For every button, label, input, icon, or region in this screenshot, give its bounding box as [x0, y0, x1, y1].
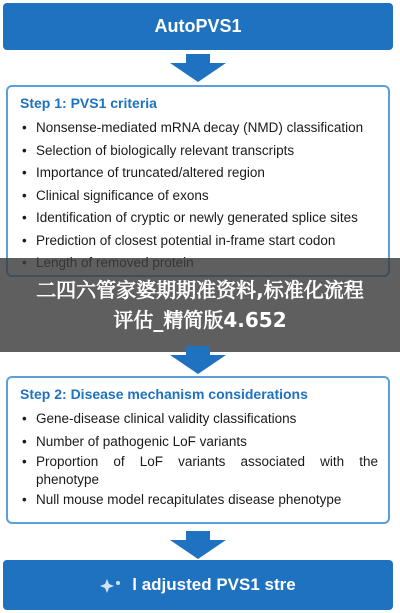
down-arrow-icon: [170, 346, 226, 374]
down-arrow-icon: [170, 54, 226, 82]
list-item: [20, 453, 378, 489]
sparkle-icon: [100, 578, 122, 592]
overlay-text: 二四六管家婆期期准资料,标准化流程评估_精简版4.652: [36, 278, 364, 332]
list-item-line: Proportion of LoF variants associated with the: [36, 454, 378, 469]
list-item: • Clinical significance of exons: [20, 185, 378, 208]
step2-box: [6, 376, 390, 524]
autopvs1-header: [3, 3, 393, 50]
step2-title: Step 2: Disease mechanism considerations: [20, 386, 308, 402]
watermark-overlay: [0, 258, 400, 352]
list-item: • Identification of cryptic or newly generated splice sites: [20, 207, 378, 230]
adjusted-pvs1-strength-box: [3, 560, 393, 610]
list-item: • Selection of biologically relevant transcripts: [20, 140, 378, 163]
step1-title: Step 1: PVS1 criteria: [20, 95, 157, 111]
list-item: • Number of pathogenic LoF variants: [20, 431, 378, 454]
down-arrow-icon: [170, 531, 226, 559]
list-item: • Prediction of closest potential in-frame start codon: [20, 230, 378, 253]
list-item: • Importance of truncated/altered region: [20, 162, 378, 185]
list-item: • Null mouse model recapitulates disease phenotype: [20, 489, 378, 512]
step1-list: [20, 117, 378, 275]
footer-title: l adjusted PVS1 stre: [132, 575, 296, 594]
list-item: • Gene-disease clinical validity classifications: [20, 408, 378, 431]
list-item-continuation: phenotype: [36, 472, 100, 487]
step2-list: [20, 408, 378, 512]
list-item: • Nonsense-mediated mRNA decay (NMD) classification: [20, 117, 378, 140]
header-title: AutoPVS1: [154, 16, 242, 36]
step1-box: [6, 85, 390, 277]
